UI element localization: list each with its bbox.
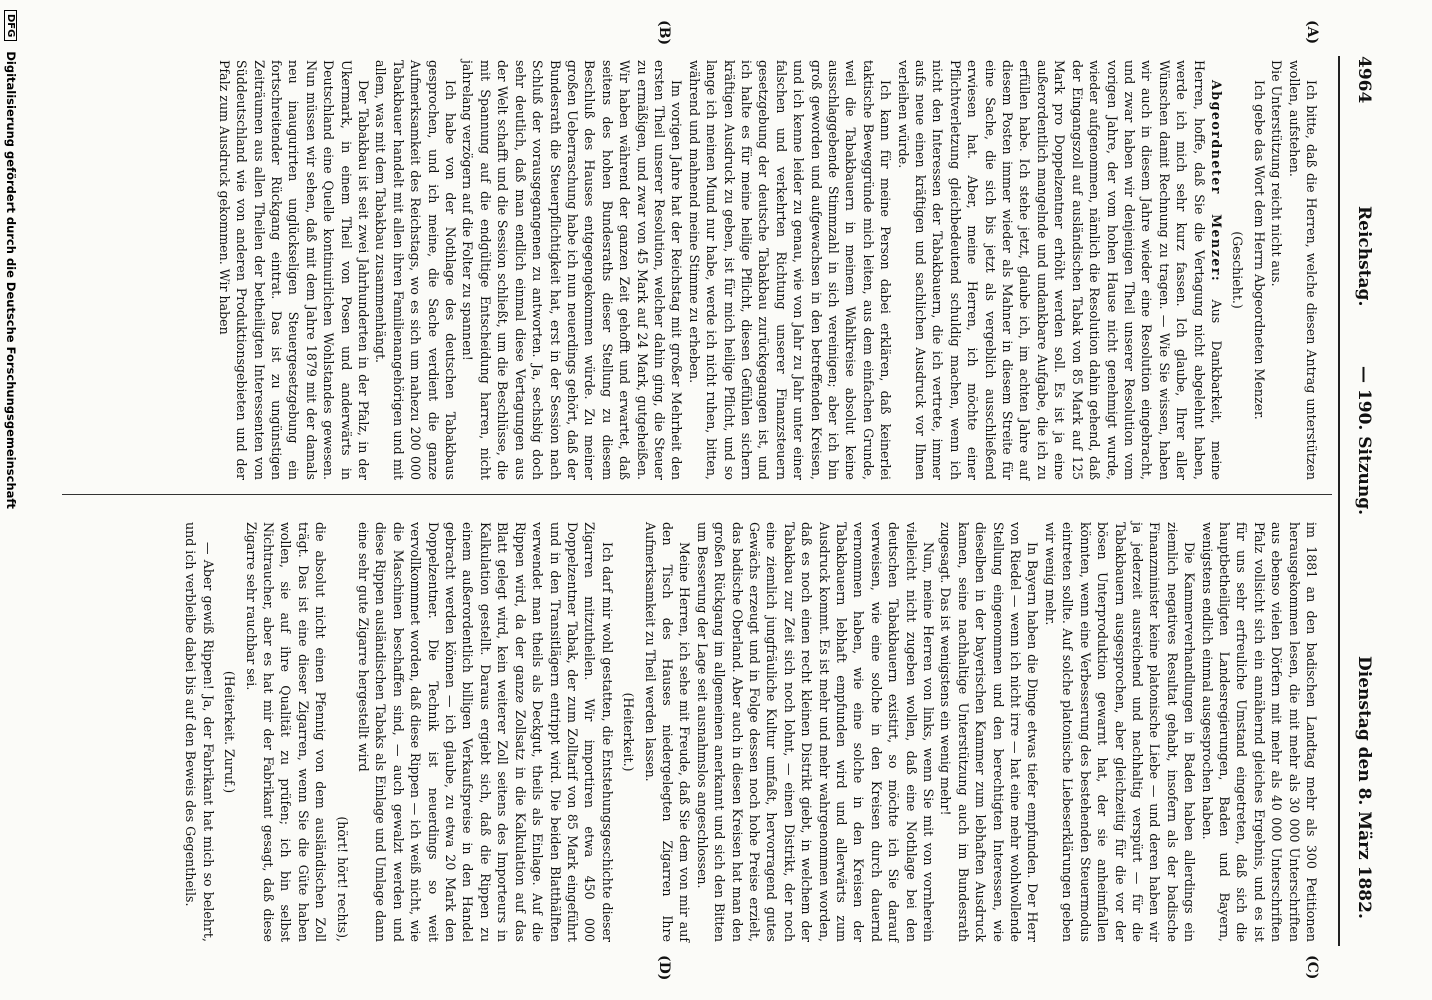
paragraph: Ich bitte, daß die Herren, welche diesen Antrag unterstützen wollen, aufstehen. xyxy=(1286,60,1319,480)
paragraph: Die Unterstützung reicht nicht aus. xyxy=(1269,60,1285,287)
speaker-name: Abgeordneter Menzer: xyxy=(1208,80,1224,283)
page-number: 4964 xyxy=(1354,56,1374,104)
margin-marker-a: (A) xyxy=(1304,20,1320,45)
paragraph: Im vorigen Jahre hat der Reichstag mit großer Mehrheit den ersten Theil unserer Resolution, welcher dahin ging, die Steuer zu ermäßigen, und zwar von 45 Mark auf 24 Mark, gutgeheißen. Wir haben während der ganzen Zeit gehofft und erwartet, daß seitens des hohen Bundesraths dieser Stellung zu diesem Beschluß des Hauses entgegengekommen würde. Zu meiner großen Ueberraschung habe ich nun neuerdings gehört, daß der Bundesrath die Steuerpflichtigkeit hat, erst in der Session nach Schluß der vorausgegangenen zu antworten. Ja, sechsbig doch sehr deutlich, daß man endlich einmal diese Vertagungen aus der Welt schafft und die Session schließt, um die Beschlüsse, die mit Spannung auf die endgültige Entscheidung harren, nicht jahrelang verzögern auf die Folter zu spannen! xyxy=(460,60,685,480)
publication-title: Reichstag. xyxy=(1354,206,1374,307)
paragraph xyxy=(894,60,1225,480)
left-column xyxy=(215,60,1320,480)
header-rule xyxy=(1338,56,1340,946)
footer-text: Digitalisierung gefördert durch die Deutsche Forschungsgemeinschaft xyxy=(4,51,18,509)
paragraph: im 1881 an den badischen Landtag mehr als 300 Petitionen herausgekommen lesen, die mit mehr als 30 000 Unterschriften aus ebenso vielen Dörfern mit mehr als 40 000 Unterschriften Pfalz vollsicht sich ein annähernd gleiches Ergebnis, und es ist für uns sehr erfreuliche Umstand eingetreten, daß sich die hauptbetheiligten Landesregierungen, Baden und Bayern, wenigstens endlich einmal ausgesprochen haben. xyxy=(1199,522,1319,942)
right-column xyxy=(182,522,1320,942)
stage-direction: (Heiterkeit.) xyxy=(621,692,637,772)
dfg-logo: DFG xyxy=(4,10,17,41)
paragraph: Ich gebe das Wort dem Herrn Abgeordneten Menzer. xyxy=(1251,80,1267,420)
interjection: (hört! hört! rechts), xyxy=(334,816,350,942)
paragraph: Ich habe von der Nothlage des deutschen Tabakbaus gesprochen, und ich meine, die Sache verdient die ganze Aufmerksamkeit des Reichstags, wo es sich um nahezu 200 000 Tabakbauer handelt mit allen ihren Familienangehörigen und mit allem, was mit dem Tabakbau zusammenhängt. xyxy=(373,60,459,480)
paragraph: In Bayern haben die Dinge etwas tiefer empfunden. Der Herr von Riedel — wenn ich nicht irre — hat eine mehr wohlwollende Stellung eingenommen und den berechtigten Interessen, wie dieselben in der bayerischen Kammer zum lebhaften Ausdruck kamen, seine nachhaltige Unterstützung auch im Bundesrath zugesagt. Das ist wenigstens ein wenig mehr! xyxy=(938,522,1041,942)
margin-marker-c: (C) xyxy=(1304,955,1320,980)
stage-direction: (Geschieht.) xyxy=(1230,231,1246,309)
column-divider xyxy=(62,494,1332,495)
digitization-footer xyxy=(0,10,18,990)
margin-marker-d: (D) xyxy=(656,955,672,981)
paragraph: Ich kann für meine Person dabei erklären, daß keinerlei taktische Beweggründe mich leiten, aus dem einfachen Grunde, weil die Tabakbauern in meinem Wahlkreise absolut keine ausschlaggebende Stimmzahl in sich vereinigen; aber ich bin groß geworden und aufgewachsen in den betreffenden Kreisen, und ich kenne leider zu genau, wie von Jahr zu Jahr unter einer falschen und verkehrten Richtung unserer Finanzsteuern gesetzgebung der deutsche Tabakbau zurückgegangen ist, und ich halte es für meine heilige Pflicht, diesen Gefühlen sichern kräftigen Ausdruck zu geben, ist für mich heilige Pflicht, und so lange ich meinen Mund nur habe, werde ich nicht ruhen, bitten, während und mahnend meine Stimme zu erheben. xyxy=(686,60,894,480)
paragraph: Ich darf mir wohl gestatten, die Entstehungsgeschichte dieser Zigarren mitzutheilen. Wir importiren etwa 450 000 Doppelzentner Tabak, der zum Zolltarif von 85 Mark eingeführt und in den Transitlägern entrippt wird. Die beiden Blatthälften verwendet man theils als Deckgut, theils als Einlage. Auf die Rippen wird, da der ganze Zollsatz in die Kalkulation auf das Blatt gelegt wird, kein weiterer Zoll seitens des Importeurs in Kalkulation gestellt. Daraus ergiebt sich, daß die Rippen zu einem außerordentlich billigen Verkaufspreise in den Handel gebracht werden können — ich glaube, zu etwa 20 Mark den Doppelzentner. Die Technik ist neuerdings so weit vervollkommnet worden, daß diese Rippen — ich weiß nicht, wie die Maschinen beschaffen sind, — auch gewalzt werden und diese Rippen ausländischen Tabaks als Einlage und Umlage dann eine sehr gute Zigarre hergestellt wird xyxy=(356,522,615,942)
paragraph: Nun, meine Herren von links, wenn Sie mit von vornherein vielleicht nicht zugeben wollen, daß eine Nothlage bei den deutschen Tabakbauern existirt, so möchte ich Sie darauf verweisen, wie eine solche in den Kreisen durch dauernd vernommen haben, wie eine solche in den Kreisen der Tabakbauern lebhaft empfunden wird und allerwärts zum Ausdruck kommt. Es ist mehr und mehr wahrgenommen worden, daß es noch einen recht kleinen Distrikt giebt, in welchem der Tabakbau zur Zeit sich noch lohnt, — einen Distrikt, der noch eine ziemlich jungfräuliche Kultur umfaßt, hervorragend gutes Gewächs erzeugt und in Folge dessen noch hohe Preise erzielt, das badische Oberland. Aber auch in diesen Kreisen hat man den großen Rückgang im allgemeinen anerkannt und sich den Bitten um Besserung der Lage seit ausnahmslos angeschlossen. xyxy=(694,522,937,942)
page-header xyxy=(1344,56,1374,956)
paragraph: Die Kammerverhandlungen in Baden haben allerdings ein ziemlich negatives Resultat gehabt, insofern als der badische Finanzminister keine platonische Liebe — und deren haben wir ja jederzeit ausreichend und nachhaltig verspürt — für die Tabakbauern ausgesprochen, aber gleichzeitig für die vor der bösen Unterproduktion gewarnt hat, der sie anheimfallen könnten, wenn eine Verbesserung des bestehenden Steuermodus eintreten sollte. Auf solche platonische Liebeserklärungen geben wir wenig mehr. xyxy=(1042,522,1198,942)
speech-text: Aus Dankbarkeit, meine Herren, hoffe, daß Sie die Vertagung nicht abgelehnt haben, werde ich mich sehr kurz fassen. Ich glaube, Ihrer aller Wünschen damit Rechnung zu tragen. — Wie Sie wissen, haben wir auch in diesem Jahre wieder eine Resolution eingebracht, und zwar haben wir denjenigen Theil unserer Resolution vom vorigen Jahre, der vom hohen Hause nicht genehmigt wurde, wieder aufgenommen, nämlich die Resolution dahin gehend, daß der Eingangszoll auf ausländischen Tabak von 85 Mark auf 125 Mark pro Doppelzentner erhöht werden soll. Es ist ja eine außerordentlich mangelnde und undankbare Aufgabe, die ich zu erfüllen habe. Ich stehe jetzt, glaube ich, im achten Jahre auf diesem Posten immer wieder als Mahner in diesem Streite für eine Sache, die sich bis jetzt als vergeblich ausschließend erwiesen hat. Aber, meine Herren, ich möchte einer Pflichtverletzung gleichbedeutend schuldig machen, wenn ich nicht den Interessen der Tabakbauern, die ich vertrete, immer aufs neue einen kräftigen und sachlichen Ausdruck vor Ihnen verleihen würde. xyxy=(895,60,1224,481)
paragraph: die absolut nicht einen Pfennig von dem ausländischen Zoll trägt. Das ist eine dieser Zigarren, wenn Sie die Güte haben wollen, sie auf ihre Qualität zu prüfen; ich bin selbst Nichtraucher, aber es hat mir der Fabrikant gesagt, daß diese Zigarre sehr rauchbar sei. xyxy=(243,522,329,942)
session-date: Dienstag den 8. März 1882. xyxy=(1354,656,1374,919)
paragraph: Der Tabakbau ist seit zwei Jahrhunderten in der Pfalz, in der Ukermark, in einem Theil von Posen und anderwärts in Deutschland eine Quelle kontinuirlichen Wohlstandes gewesen. Nun müssen wir sehen, daß mit dem Jahre 1879 mit der damals neu inaugurirten unglückseligen Steuergesetzgebung ein fortschreitender Rückgang eintrat. Das ist zu ungünstigen Zeiträumen aus allen Theilen der betheiligten Interessenten von Süddeutschland wie von anderen Produktionsgebieten und der Pfalz zum Ausdruck gekommen. Wir haben xyxy=(216,60,372,480)
paragraph: Meine Herren, ich sehe mit Freude, daß Sie dem von mir auf den Tisch des Hauses niedergelegten Zigarren Ihre Aufmerksamkeit zu Theil werden lassen. xyxy=(642,522,693,942)
margin-marker-b: (B) xyxy=(656,20,672,46)
session-label: — 190. Sitzung. xyxy=(1354,366,1374,516)
stage-direction: (Heiterkeit. Zuruf.) xyxy=(222,670,238,794)
paragraph: — Aber gewiß Rippen! Ja, der Fabrikant hat mich so belehrt, und ich verbleibe dabei bis auf den Beweis des Gegentheils. xyxy=(183,522,216,942)
